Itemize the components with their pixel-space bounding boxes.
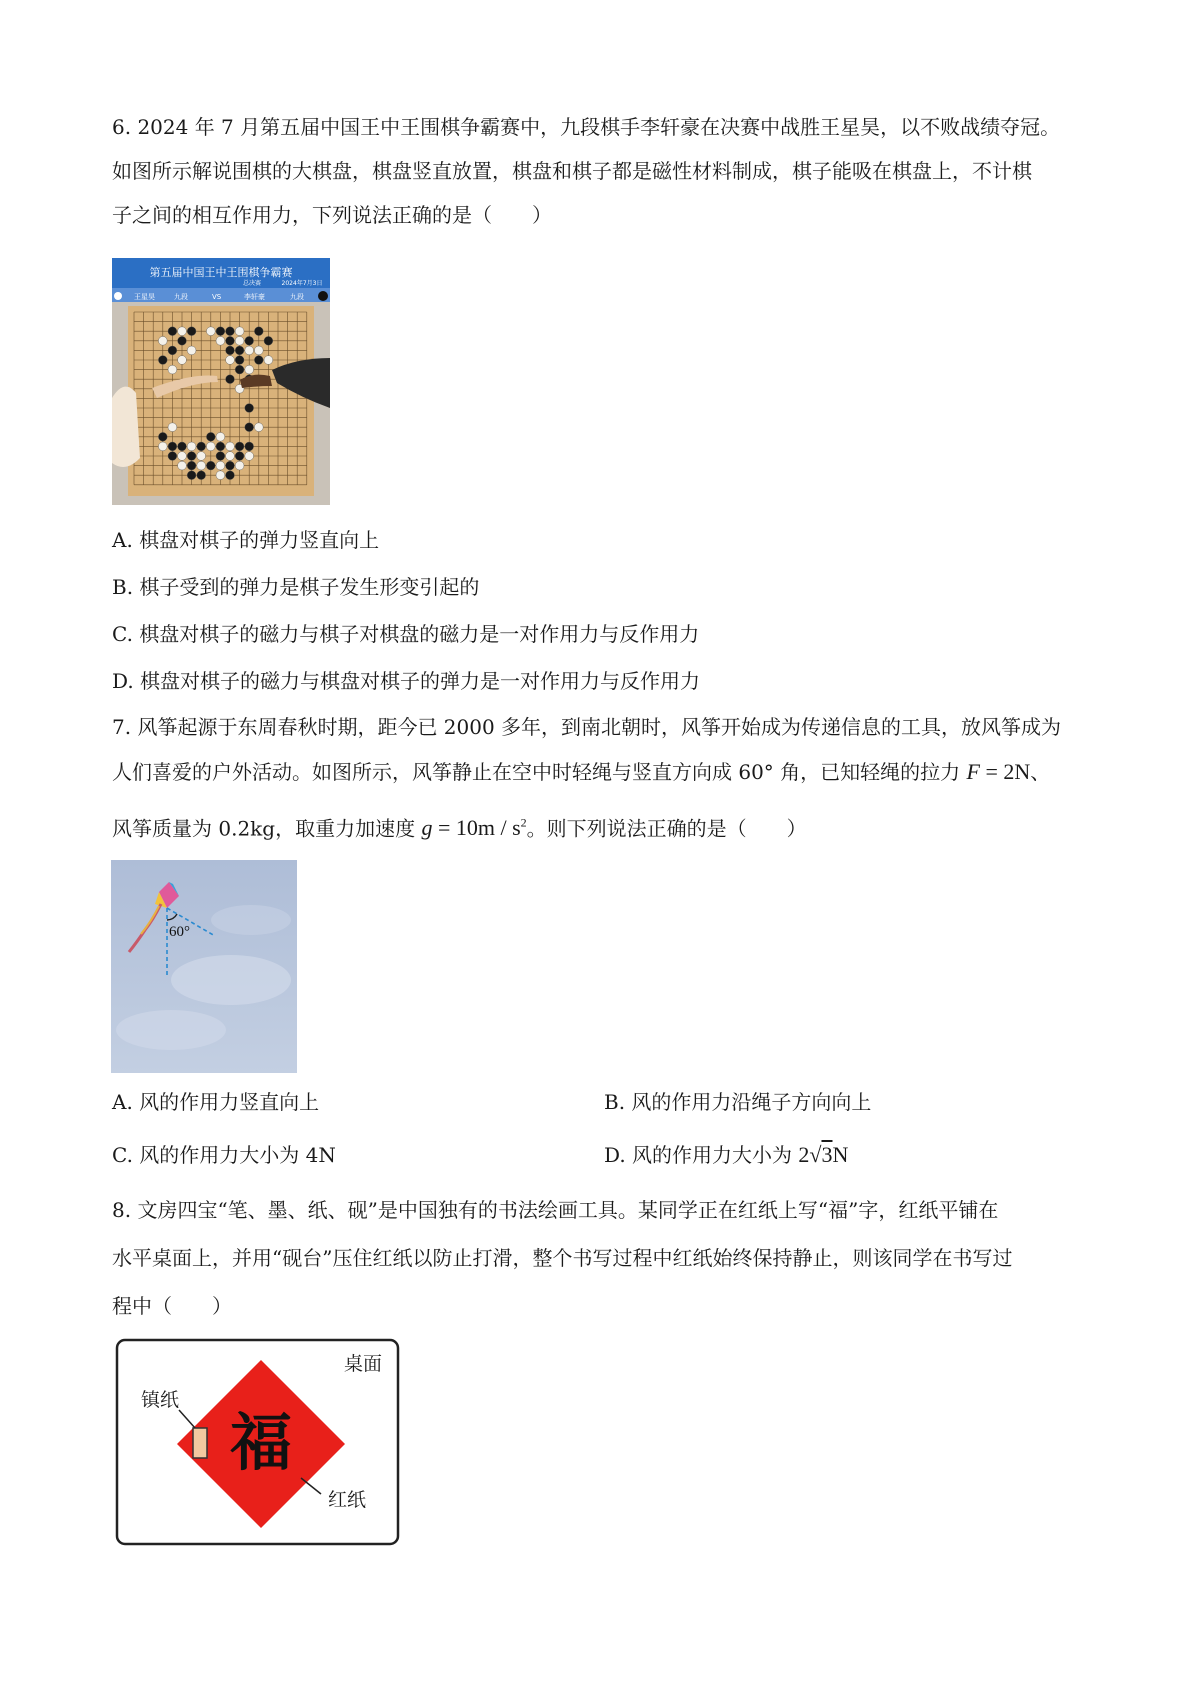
go-board-photo xyxy=(112,258,330,505)
black-stone xyxy=(187,452,196,461)
white-stone xyxy=(216,336,225,345)
board-banner-sub: 总决赛 xyxy=(242,280,262,287)
player-right-name: 李轩豪 xyxy=(244,293,265,301)
vs-label: VS xyxy=(212,293,222,301)
white-stone xyxy=(264,356,273,365)
black-stone xyxy=(197,471,206,480)
black-stone xyxy=(245,423,254,432)
black-stone xyxy=(226,471,235,480)
board-banner-date: 2024年7月3日 xyxy=(281,280,323,287)
white-stone xyxy=(235,461,244,470)
kite-angle-label: 60° xyxy=(169,924,190,940)
q7-stem-line2 xyxy=(112,758,1050,786)
black-stone xyxy=(235,346,244,355)
black-stone xyxy=(168,442,177,451)
white-stone xyxy=(226,452,235,461)
black-stone xyxy=(235,452,244,461)
black-stone xyxy=(235,365,244,374)
q7-option-d-value xyxy=(798,1142,848,1167)
white-stone xyxy=(158,442,167,451)
player-right-rank: 九段 xyxy=(290,293,304,301)
black-stone xyxy=(226,336,235,345)
white-stone xyxy=(235,336,244,345)
q6-option-d: D. 棋盘对棋子的磁力与棋盘对棋子的弹力是一对作用力与反作用力 xyxy=(112,669,701,693)
q8-stem-line1: 8. 文房四宝“笔、墨、纸、砚”是中国独有的书法绘画工具。某同学正在红纸上写“福”字，红纸平铺在 xyxy=(112,1198,999,1222)
q7-gravity-value: = 10m / s xyxy=(432,815,521,841)
sqrt-symbol: √ xyxy=(809,1142,822,1167)
white-stone xyxy=(254,423,263,432)
q7-force-value: = 2N xyxy=(979,759,1031,784)
board-banner-title: 第五届中国王中王围棋争霸赛 xyxy=(149,266,293,279)
white-stone xyxy=(216,461,225,470)
black-stone xyxy=(158,432,167,441)
q7-stem-line3 xyxy=(112,809,807,842)
white-stone xyxy=(226,442,235,451)
black-stone xyxy=(206,461,215,470)
black-stone xyxy=(245,442,254,451)
q8-stem-line2: 水平桌面上，并用“砚台”压住红纸以防止打滑，整个书写过程中红纸始终保持静止，则该同学在书写过 xyxy=(112,1246,1013,1270)
black-stone xyxy=(197,442,206,451)
desk-diagram xyxy=(115,1338,400,1546)
black-stone xyxy=(235,356,244,365)
black-stone xyxy=(216,442,225,451)
black-stone xyxy=(178,442,187,451)
paperweight-label: 镇纸 xyxy=(140,1389,180,1411)
q6-stem-line3: 子之间的相互作用力，下列说法正确的是（ ） xyxy=(112,203,552,227)
white-stone xyxy=(245,365,254,374)
black-stone xyxy=(245,404,254,413)
white-stone xyxy=(197,461,206,470)
black-stone xyxy=(168,346,177,355)
q7-option-d-unit: N xyxy=(832,1142,849,1167)
q7-gravity-var: g xyxy=(421,815,433,841)
black-stone xyxy=(254,327,263,336)
q7-line3-text: 风筝质量为 0.2kg，取重力加速度 xyxy=(112,816,416,841)
white-stone xyxy=(168,423,177,432)
q7-line2-text: 人们喜爱的户外活动。如图所示，风筝静止在空中时轻绳与竖直方向成 60° 角，已知轻绳的拉力 xyxy=(112,760,961,784)
black-stone xyxy=(158,356,167,365)
black-stone xyxy=(216,452,225,461)
red-paper-label: 红纸 xyxy=(327,1489,367,1511)
white-stone xyxy=(178,452,187,461)
q7-option-c: C. 风的作用力大小为 4N xyxy=(112,1143,336,1167)
q7-option-b: B. 风的作用力沿绳子方向向上 xyxy=(604,1090,872,1114)
white-stone xyxy=(245,346,254,355)
black-stone xyxy=(178,336,187,345)
black-stone xyxy=(216,327,225,336)
player-left-rank: 九段 xyxy=(174,293,188,301)
black-stone xyxy=(245,336,254,345)
black-stone xyxy=(264,336,273,345)
black-stone xyxy=(206,432,215,441)
q8-stem-line3: 程中（ ） xyxy=(112,1294,232,1318)
player-left-name: 王星昊 xyxy=(134,293,155,301)
white-stone xyxy=(235,327,244,336)
q7-gravity-formula xyxy=(421,815,526,840)
q7-option-a: A. 风的作用力竖直向上 xyxy=(112,1090,320,1114)
white-stone xyxy=(254,346,263,355)
white-stone xyxy=(178,356,187,365)
q7-gravity-exponent: 2 xyxy=(520,816,527,830)
q7-force-formula xyxy=(967,759,1031,784)
white-stone xyxy=(206,442,215,451)
black-stone xyxy=(254,356,263,365)
white-stone xyxy=(187,442,196,451)
q6-stem-line2: 如图所示解说围棋的大棋盘，棋盘竖直放置，棋盘和棋子都是磁性材料制成，棋子能吸在棋盘上，不计棋 xyxy=(112,159,1032,183)
q7-line3-post: 。则下列说法正确的是（ ） xyxy=(526,816,807,841)
black-stone xyxy=(187,471,196,480)
white-stone xyxy=(197,452,206,461)
white-stone xyxy=(158,336,167,345)
black-stone xyxy=(226,375,235,384)
white-stone xyxy=(178,461,187,470)
white-stone xyxy=(178,327,187,336)
q7-stem-line1: 7. 风筝起源于东周春秋时期，距今已 2000 多年，到南北朝时，风筝开始成为传递信息的工具，放风筝成为 xyxy=(112,715,1062,739)
white-stone xyxy=(216,432,225,441)
q7-option-d-text: D. 风的作用力大小为 xyxy=(604,1143,793,1167)
q7-line2-post: 、 xyxy=(1030,760,1051,784)
white-stone xyxy=(216,471,225,480)
black-stone xyxy=(168,327,177,336)
q6-option-c: C. 棋盘对棋子的磁力与棋子对棋盘的磁力是一对作用力与反作用力 xyxy=(112,622,700,646)
black-stone xyxy=(235,442,244,451)
kite-photo xyxy=(111,860,297,1073)
black-stone xyxy=(226,327,235,336)
white-stone xyxy=(187,346,196,355)
black-stone xyxy=(226,461,235,470)
q7-option-d-radicand: 3 xyxy=(821,1142,833,1167)
white-stone xyxy=(206,327,215,336)
black-stone xyxy=(226,346,235,355)
desk-label: 桌面 xyxy=(343,1353,383,1375)
q7-force-var: F xyxy=(966,759,980,784)
black-stone xyxy=(187,461,196,470)
paperweight xyxy=(193,1428,207,1458)
black-stone xyxy=(168,452,177,461)
q7-option-d-coef: 2 xyxy=(798,1142,810,1167)
white-stone xyxy=(226,356,235,365)
q6-option-a: A. 棋盘对棋子的弹力竖直向上 xyxy=(112,528,380,552)
q7-option-d xyxy=(604,1141,848,1169)
q6-stem-line1: 6. 2024 年 7 月第五届中国王中王围棋争霸赛中，九段棋手李轩豪在决赛中战胜王星昊，以不败战绩夺冠。 xyxy=(112,115,1061,139)
white-stone xyxy=(245,452,254,461)
black-stone xyxy=(187,327,196,336)
fu-character: 福 xyxy=(229,1406,293,1479)
q6-option-b: B. 棋子受到的弹力是棋子发生形变引起的 xyxy=(112,575,480,599)
white-stone xyxy=(168,365,177,374)
